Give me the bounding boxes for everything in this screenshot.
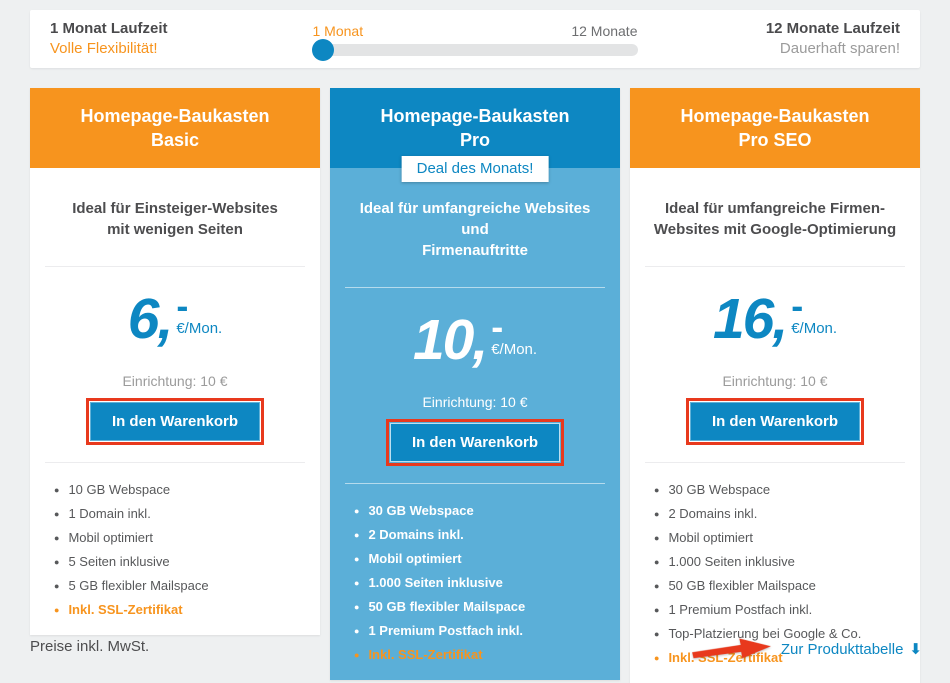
bullet-icon: ● [354,530,360,540]
plan-card-pro [330,88,620,680]
feature-list-pro-seo [645,483,905,642]
feature-text: 5 GB flexibler Mailspace [68,578,209,593]
product-table-link[interactable]: Zur Produkttabelle [780,640,904,658]
feature-text: 10 GB Webspace [68,482,171,497]
bullet-icon: ● [54,533,60,543]
feature-item [54,507,305,522]
feature-text: 1.000 Seiten inklusive [668,554,795,569]
feature-item [354,552,605,567]
duration-left-title: 1 Monat Laufzeit [50,20,168,37]
bullet-icon: ● [654,653,660,663]
product-table-link-row [691,636,922,662]
price-dash: - [791,285,804,326]
duration-bar [30,10,920,68]
feature-text: 50 GB flexibler Mailspace [368,599,526,614]
duration-left-subtitle: Volle Flexibilität! [50,40,158,57]
deal-badge: Deal des Monats! [402,156,549,182]
plan-description: Ideal für umfangreiche Websites und Firmenauftritte [359,200,591,259]
bullet-icon: ● [354,578,360,588]
duration-slider [313,23,638,56]
price-pro-seo [645,285,905,359]
bullet-icon: ● [654,605,660,615]
feature-text: 1 Premium Postfach inkl. [368,623,524,638]
highlight-feature [54,603,305,618]
plan-title-line1: Homepage-Baukasten [80,106,270,126]
plan-title-line2: Pro [459,130,490,150]
feature-text: 2 Domains inkl. [668,506,758,521]
plan-description: Ideal für Einsteiger-Websites mit wenigen Seiten [72,200,278,238]
plan-title-line2: Basic [150,130,200,150]
add-to-cart-button-pro[interactable]: In den Warenkorb [390,423,560,462]
highlight-feature-text: Inkl. SSL-Zertifikat [668,650,783,665]
plan-header-basic [30,88,320,168]
feature-item [354,600,605,615]
divider [645,266,905,267]
plan-card-pro-seo [630,88,920,683]
feature-text: 30 GB Webspace [668,482,771,497]
add-to-cart-button-pro-seo[interactable]: In den Warenkorb [690,402,860,441]
feature-item [354,504,605,519]
highlight-feature [354,648,605,663]
feature-item [354,528,605,543]
feature-item [54,579,305,594]
divider [45,266,305,267]
divider [45,462,305,463]
bullet-icon: ● [654,629,660,639]
setup-fee: Einrichtung: 10 € [422,394,528,410]
price-dash: - [176,285,189,326]
feature-text: 1.000 Seiten inklusive [368,575,503,590]
bullet-icon: ● [354,506,360,516]
feature-text: 1 Premium Postfach inkl. [668,602,813,617]
feature-text: Mobil optimiert [668,530,753,545]
slider-label-12-monate: 12 Monate [571,22,638,39]
feature-text: 50 GB flexibler Mailspace [668,578,816,593]
plan-header-pro-seo [630,88,920,168]
price-unit: €/Mon. [491,341,538,358]
setup-fee: Einrichtung: 10 € [122,373,228,389]
feature-item [654,603,905,618]
plan-header-pro [330,88,620,177]
feature-list-basic [45,483,305,594]
feature-item [654,579,905,594]
price-amount: 6, [127,287,172,351]
feature-text: 1 Domain inkl. [68,506,151,521]
plan-title-line2: Pro SEO [738,130,812,150]
plan-title-line1: Homepage-Baukasten [380,106,570,126]
highlight-feature-text: Inkl. SSL-Zertifikat [68,602,183,617]
slider-track[interactable] [313,44,638,56]
slider-label-1-monat: 1 Monat [312,22,364,39]
feature-item [654,483,905,498]
bullet-icon: ● [654,485,660,495]
price-basic [45,285,305,359]
vat-note: Preise inkl. MwSt. [30,638,150,655]
red-annotation-arrow-icon [690,633,774,665]
bullet-icon: ● [654,509,660,519]
bullet-icon: ● [654,533,660,543]
feature-item [654,507,905,522]
feature-item [654,531,905,546]
price-pro [345,306,605,380]
bullet-icon: ● [654,581,660,591]
bullet-icon: ● [354,554,360,564]
bullet-icon: ● [54,557,60,567]
price-amount: 16, [712,287,787,351]
feature-item [54,555,305,570]
price-unit: €/Mon. [791,320,838,337]
divider [345,483,605,484]
highlight-feature-text: Inkl. SSL-Zertifikat [368,647,483,662]
slider-thumb[interactable] [312,39,334,61]
feature-text: Mobil optimiert [68,530,153,545]
plan-cards [30,88,920,683]
feature-item [54,531,305,546]
bullet-icon: ● [54,605,60,615]
bullet-icon: ● [354,650,360,660]
bullet-icon: ● [654,557,660,567]
bullet-icon: ● [54,581,60,591]
duration-right-title: 12 Monate Laufzeit [765,20,900,37]
add-to-cart-button-basic[interactable]: In den Warenkorb [90,402,260,441]
feature-text: 2 Domains inkl. [368,527,464,542]
down-arrow-icon: ⬇ [909,640,922,658]
feature-text: Mobil optimiert [368,551,462,566]
bullet-icon: ● [54,509,60,519]
plan-description: Ideal für umfangreiche Firmen- Websites mit Google-Optimierung [653,200,897,238]
divider [345,287,605,288]
duration-left-block [50,19,285,59]
price-amount: 10, [412,308,487,372]
feature-text: 30 GB Webspace [368,503,474,518]
feature-item [354,624,605,639]
price-unit: €/Mon. [176,320,223,337]
feature-item [54,483,305,498]
bullet-icon: ● [54,485,60,495]
plan-title-line1: Homepage-Baukasten [680,106,870,126]
feature-item [354,576,605,591]
duration-right-block [665,19,900,59]
feature-text: Top-Platzierung bei Google & Co. [668,626,862,641]
bullet-icon: ● [354,626,360,636]
feature-item [654,555,905,570]
bullet-icon: ● [354,602,360,612]
feature-text: 5 Seiten inklusive [68,554,170,569]
feature-list-pro [345,504,605,639]
plan-card-basic [30,88,320,635]
duration-right-subtitle: Dauerhaft sparen! [779,40,900,57]
divider [645,462,905,463]
price-dash: - [491,306,504,347]
setup-fee: Einrichtung: 10 € [722,373,828,389]
